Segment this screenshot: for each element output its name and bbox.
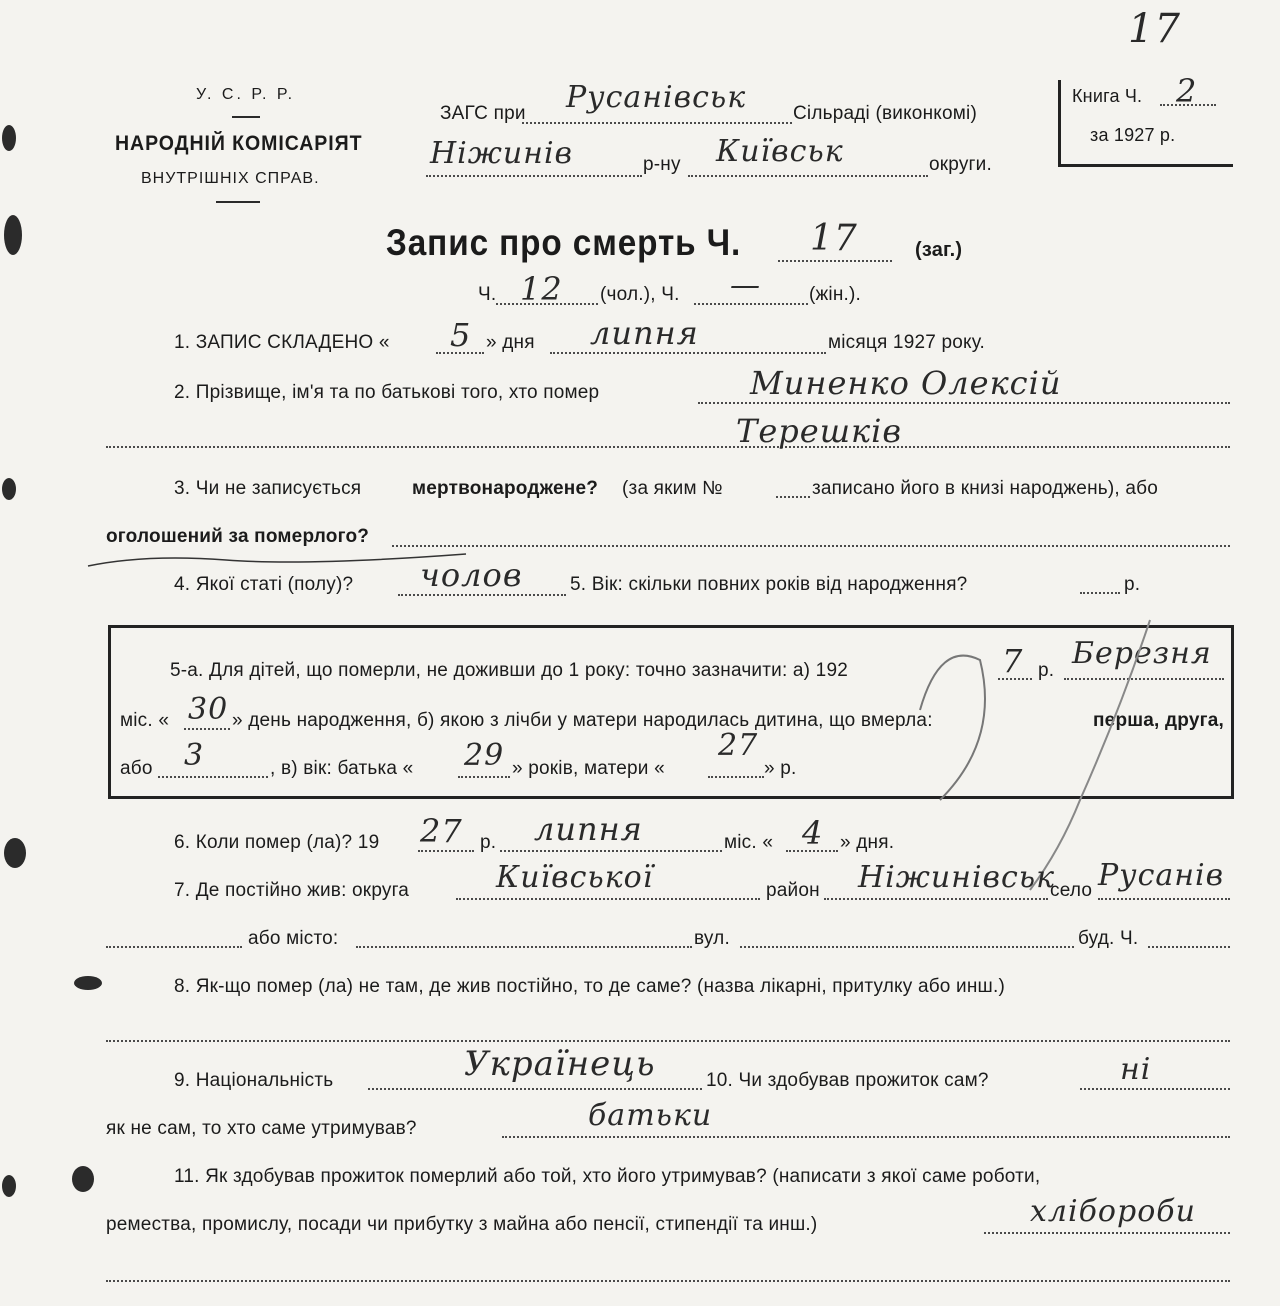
f6-month-line [500,850,722,852]
f11-label2: ремества, промислу, посади чи прибутку з майна або пенсії, стипендії та инш.) [106,1214,818,1235]
f1-prefix: 1. ЗАПИС СКЛАДЕНО « [174,332,390,353]
male-label: (чол.), Ч. [600,284,680,305]
f11-label: 11. Як здобував прожиток померлий або той, хто його утримував? (написати з якої саме роботи, [174,1166,1041,1187]
f11-value: хлібороби [1030,1194,1196,1229]
f2-value-1: Миненко Олексій [750,364,1062,402]
f3-label-b: мертвонароджене? [412,478,599,499]
f4-label: 4. Якої статі (полу)? [174,574,354,595]
f5a-line3: , в) вік: батька « [270,758,414,779]
f3-label-a: 3. Чи не записується [174,478,362,499]
f10b-line [502,1136,1230,1138]
f7-extra-line [106,946,242,948]
f11-value-line [984,1232,1230,1234]
binding-hole-mark [2,1175,16,1197]
f5-label: 5. Вік: скільки повних років від народження? [570,574,968,595]
f9-value: Українець [464,1044,656,1084]
f5a-day: 30 [188,692,229,727]
f6-year: 27 [420,812,463,850]
female-label: (жін.). [809,284,862,305]
f5a-abo: або [120,758,153,779]
zags-field-line [522,122,792,124]
f7-house-line [1148,946,1230,948]
f5a-bold: перша, друга, [1093,710,1224,731]
binding-hole-mark [2,478,16,500]
f5a-line2: » день народження, б) якою з лічби у матери народилась дитина, що вмерла: [232,710,933,731]
f1-mid: » дня [486,332,535,353]
f2-value-2: Терешків [736,412,902,450]
f5a-order-line [158,776,268,778]
f5-line [1080,592,1120,594]
district-value: Ніжинів [430,136,573,171]
f7-street-line [740,946,1074,948]
f5a-mis: міс. « [120,710,170,731]
sub-prefix: Ч. [478,284,497,305]
binding-hole-mark [4,215,22,255]
f6-r: р. [480,832,497,853]
ministry-header: ВНУТРІШНІХ СПРАВ. [141,170,320,187]
district-field-line [426,175,642,177]
f3-label-e: оголошений за померлого? [106,526,370,547]
f4-line [398,594,566,596]
f2-label: 2. Прізвище, ім'я та по батькові того, хто помер [174,382,600,403]
f7-city-label: або місто: [248,928,339,949]
book-label: Книга Ч. [1072,86,1143,106]
f10-line [1080,1088,1230,1090]
f6-day: 4 [802,814,824,852]
binding-hole-mark [74,976,102,990]
ussr-header: У. С. Р. Р. [196,86,296,103]
f2-line-2 [106,446,1230,448]
f5a-r: р. [1038,660,1055,681]
f6-mis: міс. « [724,832,774,853]
council-suffix: Сільраді (виконкомі) [793,103,977,124]
f1-suffix: місяця 1927 року. [828,332,986,353]
f6-label: 6. Коли помер (ла)? 19 [174,832,380,853]
okrug-label: округи. [929,154,992,175]
f5a-mother: 27 [718,728,759,763]
book-corner-mark: 17 [1128,6,1181,52]
male-number: 12 [520,270,563,308]
f3-label-d: записано його в книзі народжень), або [812,478,1158,499]
f5a-line3c: » р. [764,758,797,779]
record-number-line [778,260,892,262]
f1-day: 5 [450,316,472,354]
pencil-annotation-mark [880,600,1180,900]
f6-year-line [418,850,474,852]
f5a-year-digit: 7 [1002,642,1024,680]
f7-city-line [356,946,692,948]
f7-house-label: буд. Ч. [1078,928,1139,949]
f5a-father-line [458,776,510,778]
f8-label: 8. Як-що помер (ла) не там, де жив постійно, то де саме? (назва лікарні, притулку або инш.) [174,976,1005,997]
zags-prefix: ЗАГС при [440,103,526,124]
book-year: за 1927 р. [1090,125,1176,145]
f6-month: липня [534,810,643,848]
f3-declared-line [392,545,1230,547]
header-rule-bottom [216,201,260,203]
female-number-line [694,303,808,305]
f10b-label: як не сам, то хто саме утримував? [106,1118,417,1139]
record-number: 17 [810,218,858,259]
district-label: р-ну [643,154,681,175]
f5a-day-line [184,728,230,730]
f10-value: ні [1120,1052,1152,1087]
f5a-line3b: » років, матери « [512,758,665,779]
f5a-order: 3 [184,738,205,773]
binding-hole-mark [72,1166,94,1192]
f7-selo: Русанів [1098,858,1225,893]
header-rule-top [232,116,260,118]
f1-month: липня [590,314,699,352]
f7-rayon-line [824,898,1048,900]
f7-okrug: Київської [496,860,654,895]
f3-number-line [776,496,810,498]
okrug-value: Київськ [716,134,844,169]
f3-label-c: (за яким № [622,478,723,499]
f7-selo-label: село [1050,880,1093,901]
f7-rayon-label: район [766,880,820,901]
book-number: 2 [1176,72,1198,110]
f10b-value: батьки [588,1098,713,1133]
binding-hole-mark [2,125,16,151]
f1-month-line [550,352,826,354]
commissariat-header: НАРОДНІЙ КОМІСАРІЯТ [115,132,363,155]
f4-value: чолов [420,556,523,594]
f9-line [368,1088,702,1090]
binding-hole-mark [4,838,26,868]
record-title-suffix: (заг.) [915,239,963,261]
female-number: — [730,268,761,303]
f5-suffix: р. [1124,574,1141,595]
f7-selo-line [1098,898,1230,900]
f5a-month: Березня [1072,636,1212,671]
zags-value: Русанівськ [566,80,747,115]
f6-suffix: » дня. [840,832,895,853]
f7-okrug-line [456,898,760,900]
f11-line [106,1280,1230,1282]
f7-street-label: вул. [694,928,730,949]
okrug-field-line [688,175,928,177]
record-title: Запис про смерть Ч. [386,222,742,263]
f5a-father: 29 [464,738,505,773]
f9-label: 9. Національність [174,1070,334,1091]
f5a-mother-line [708,776,764,778]
f10-label: 10. Чи здобував прожиток сам? [706,1070,989,1091]
f5a-line1: 5-а. Для дітей, що померли, не доживши до 1 року: точно зазначити: а) 192 [170,660,848,681]
f2-line-1 [698,402,1230,404]
f7-rayon: Ніжинівськ [858,860,1056,895]
f7-label: 7. Де постійно жив: округа [174,880,410,901]
f8-line [106,1040,1230,1042]
